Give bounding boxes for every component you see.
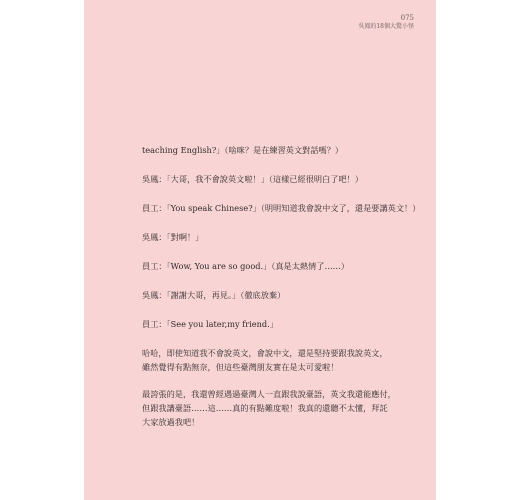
closing-paragraph <box>142 387 414 429</box>
running-title: 吳鳳的18個大驚小怪 <box>358 23 414 31</box>
paragraph: 吳鳳：「對啊！」 <box>142 232 204 242</box>
paragraph: 員工：「You speak Chinese?」（明明知道我會說中文了，還是要講英文！） <box>142 203 421 213</box>
book-page <box>84 0 436 500</box>
paragraph-line: 哈哈，即使知道我不會說英文，會說中文，還是堅持要跟我說英文， <box>142 348 388 358</box>
paragraph: 員工：「Wow, You are so good.」（真是太熱情了……） <box>142 261 350 271</box>
paragraph-line: 大家放過我吧！ <box>142 417 200 427</box>
paragraph: 員工：「See you later,my friend.」 <box>142 319 278 329</box>
page-number: 075 <box>400 14 414 22</box>
paragraph-line: 但跟我講臺語……這……真的有點難度啦！我真的還聽不太懂，拜託 <box>142 403 388 413</box>
paragraph: 吳鳳：「謝謝大哥，再見。」（徹底放棄） <box>142 290 286 300</box>
paragraph: 吳鳳：「大哥，我不會說英文啦！」（這樣已經很明白了吧！） <box>142 174 364 184</box>
paragraph: teaching English?」（啥咪？是在練習英文對話嗎？） <box>142 145 344 155</box>
page-header <box>358 14 414 31</box>
paragraph-line: 最誇張的是，我還曾經遇過臺灣人一直跟我說臺語，英文我還能應付， <box>142 389 396 399</box>
body-text <box>142 143 421 429</box>
paragraph-line: 雖然覺得有點無奈，但這些臺灣朋友實在是太可愛啦！ <box>142 362 339 372</box>
closing-paragraph <box>142 346 414 374</box>
